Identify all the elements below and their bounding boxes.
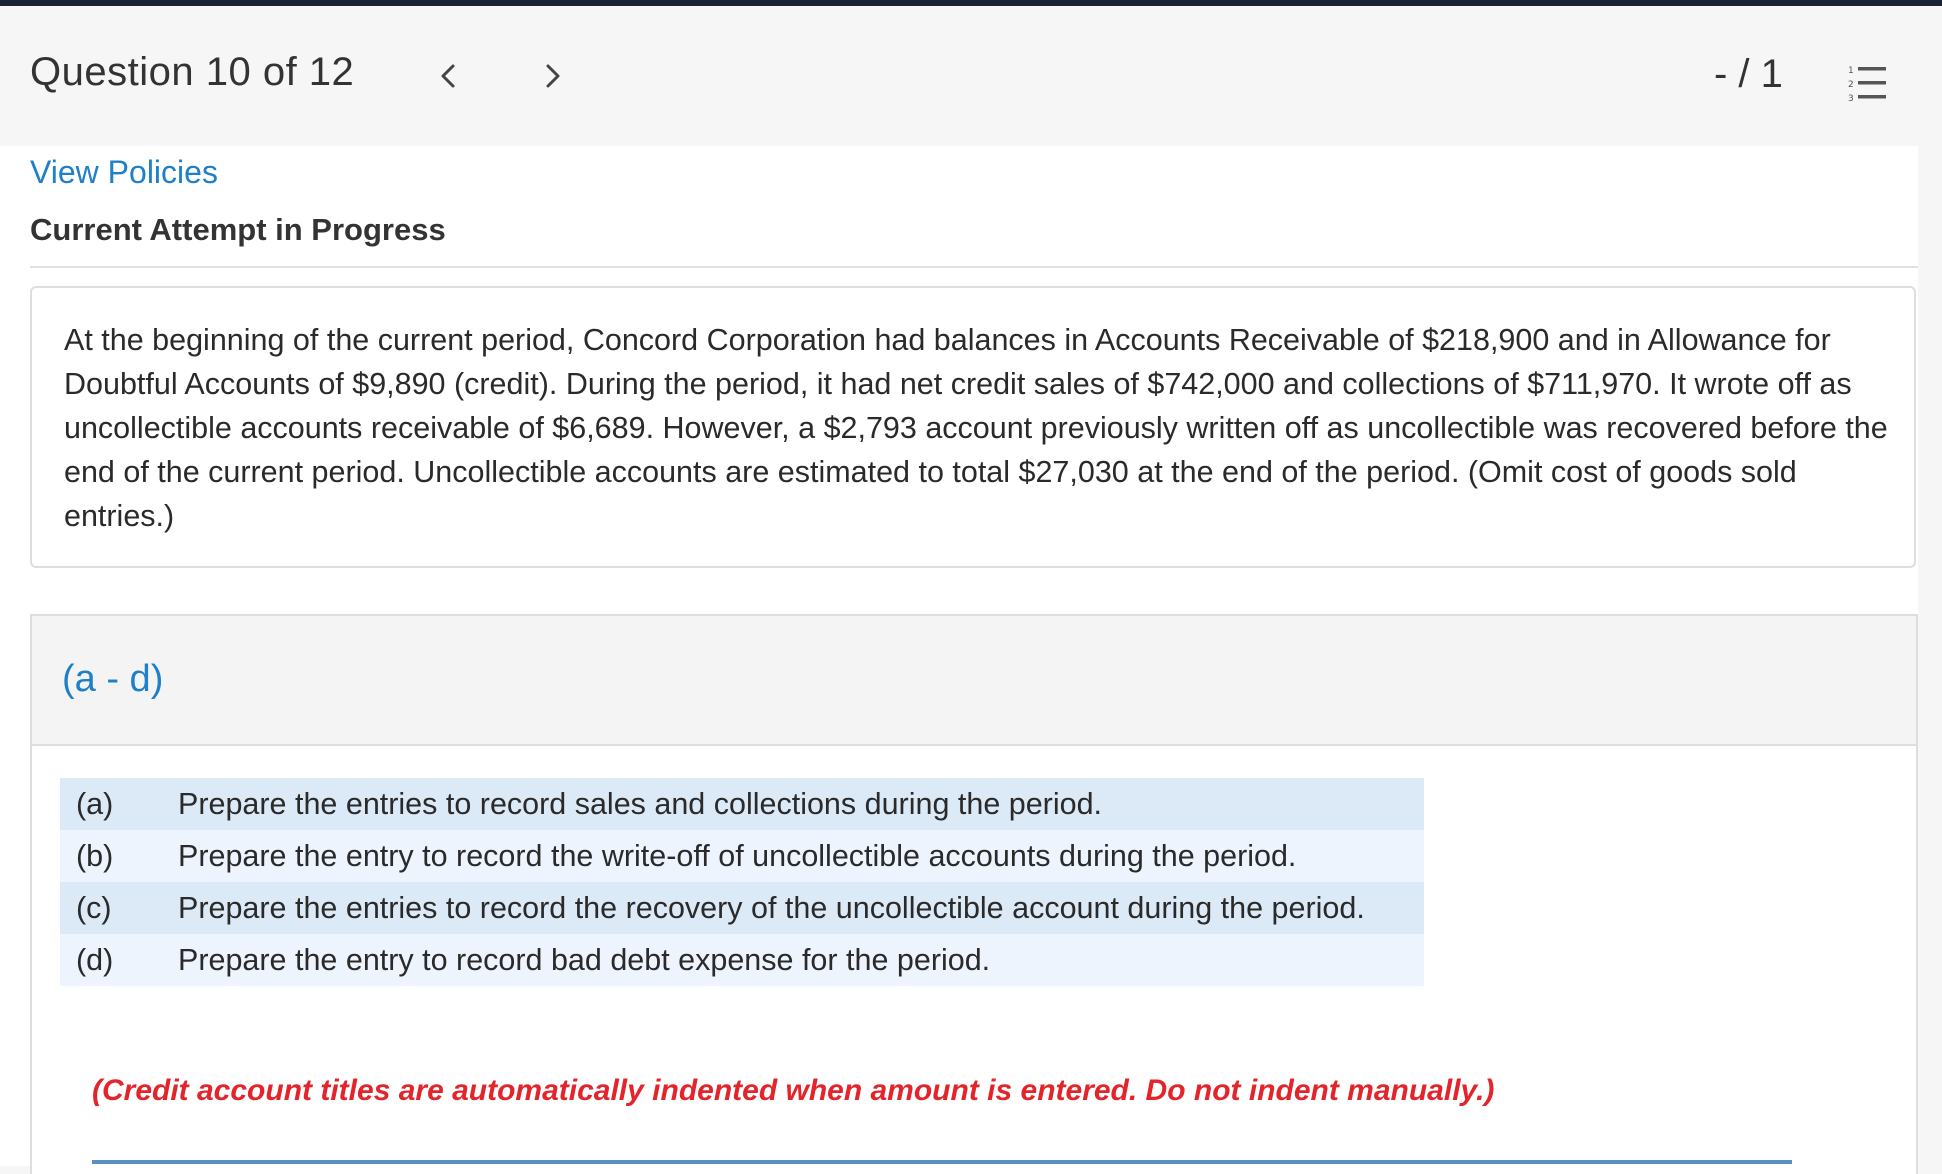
task-text: Prepare the entry to record bad debt expense for the period. bbox=[178, 942, 991, 977]
view-policies-link[interactable]: View Policies bbox=[30, 154, 218, 190]
svg-text:1: 1 bbox=[1848, 66, 1854, 76]
chevron-left-icon bbox=[438, 62, 458, 90]
question-content bbox=[0, 146, 1918, 1166]
question-list-button[interactable] bbox=[1846, 62, 1890, 106]
task-letter: (b) bbox=[76, 838, 114, 873]
question-header bbox=[0, 6, 1942, 146]
part-label: (a - d) bbox=[62, 658, 164, 700]
task-row-d bbox=[60, 934, 1424, 986]
svg-text:3: 3 bbox=[1848, 94, 1854, 104]
task-row-c bbox=[60, 882, 1424, 934]
task-row-b bbox=[60, 830, 1424, 882]
part-header bbox=[32, 616, 1916, 746]
next-question-button[interactable] bbox=[535, 58, 571, 94]
numbered-list-icon bbox=[1846, 62, 1890, 106]
task-text: Prepare the entries to record sales and collections during the period. bbox=[178, 786, 1103, 821]
problem-statement-card bbox=[30, 286, 1916, 568]
problem-text: At the beginning of the current period, Concord Corporation had balances in Accounts Receivable of $218,900 and in Allowance for Doubtful Accounts of $9,890 (credit). During the period, it had net credit sales of $742,000 and collections of $711,970. It wrote off as uncollectible accounts receivable of $6,689. However, a $2,793 account previously written off as uncollectible was recovered before the end of the current period. Uncollectible accounts are estimated to total $27,030 at the end of the period. (Omit cost of goods sold entries.) bbox=[64, 323, 1888, 533]
section-divider bbox=[30, 266, 1918, 268]
question-score: - / 1 bbox=[1714, 52, 1783, 96]
task-letter: (a) bbox=[76, 786, 114, 821]
task-text: Prepare the entry to record the write-off of uncollectible accounts during the period. bbox=[178, 838, 1297, 873]
svg-text:2: 2 bbox=[1848, 80, 1854, 90]
task-row-a bbox=[60, 778, 1424, 830]
task-text: Prepare the entries to record the recovery of the uncollectible account during the period. bbox=[178, 890, 1365, 925]
attempt-status: Current Attempt in Progress bbox=[30, 212, 446, 247]
previous-question-button[interactable] bbox=[430, 58, 466, 94]
chevron-right-icon bbox=[543, 62, 563, 90]
entry-table-top-border bbox=[92, 1160, 1792, 1164]
task-letter: (d) bbox=[76, 942, 114, 977]
task-letter: (c) bbox=[76, 890, 112, 925]
instruction-note: (Credit account titles are automatically indented when amount is entered. Do not indent manually.) bbox=[92, 1074, 1495, 1107]
question-counter: Question 10 of 12 bbox=[30, 50, 355, 94]
task-list bbox=[60, 778, 1424, 986]
